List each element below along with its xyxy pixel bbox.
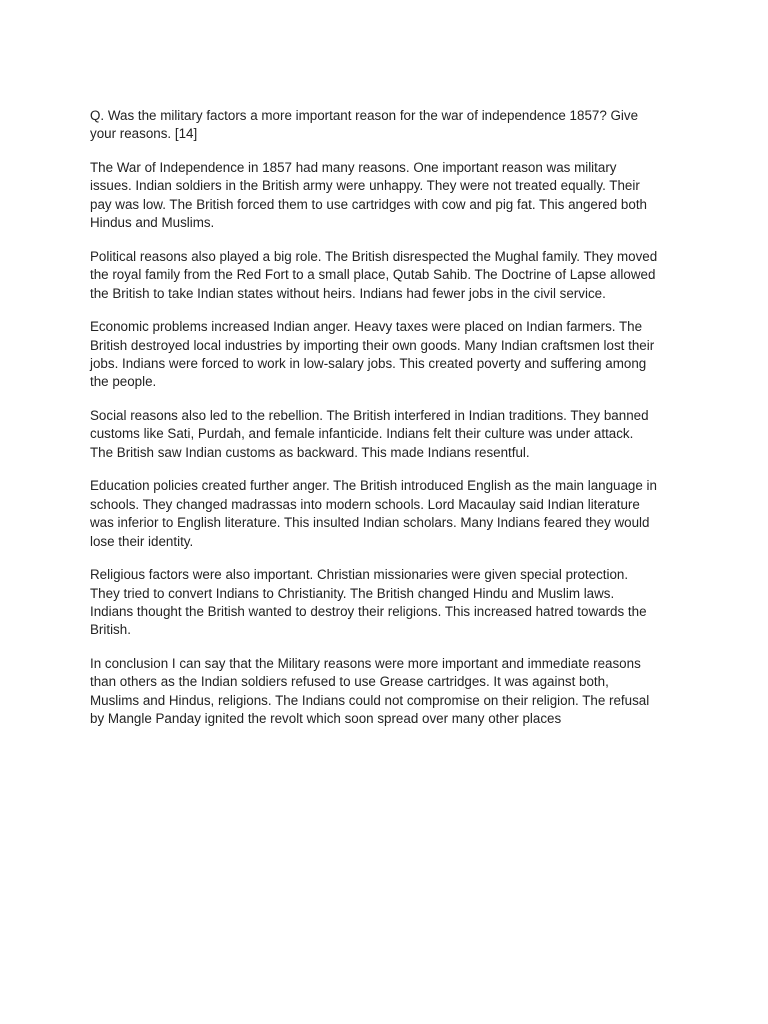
paragraph-line: jobs. Indians were forced to work in low-salary jobs. This created poverty and suffering among [90, 356, 647, 372]
paragraph-line: They tried to convert Indians to Christianity. The British changed Hindu and Muslim laws. [90, 585, 615, 601]
question-line: your reasons. [14] [90, 126, 198, 142]
paragraph-education [90, 477, 690, 551]
paragraph-line: lose their identity. [90, 533, 194, 549]
paragraph-line: the people. [90, 374, 157, 390]
paragraph-line: British. [90, 622, 131, 638]
question-line: Q. Was the military factors a more important reason for the war of independence 1857? Give [90, 108, 639, 123]
paragraph-social [90, 407, 690, 462]
paragraph-line: The British saw Indian customs as backward. This made Indians resentful. [90, 444, 530, 460]
paragraph-line: schools. They changed madrassas into modern schools. Lord Macaulay said Indian literature [90, 496, 640, 512]
paragraph-line: than others as the Indian soldiers refused to use Grease cartridges. It was against both, [90, 674, 609, 690]
paragraph-military [90, 159, 690, 233]
paragraph-line: Social reasons also led to the rebellion. The British interfered in Indian traditions. They banned [90, 408, 649, 424]
paragraph-line: issues. Indian soldiers in the British army were unhappy. They were not treated equally. Their [90, 178, 640, 194]
paragraph-economic [90, 318, 690, 392]
paragraph-line: the royal family from the Red Fort to a small place, Qutab Sahib. The Doctrine of Lapse allowed [90, 267, 656, 283]
paragraph-line: Education policies created further anger. The British introduced English as the main language in [90, 478, 657, 494]
paragraph-line: was inferior to English literature. This insulted Indian scholars. Many Indians feared they would [90, 515, 650, 531]
paragraph-conclusion [90, 655, 690, 729]
paragraph-line: pay was low. The British forced them to use cartridges with cow and pig fat. This angered both [90, 196, 647, 212]
paragraph-political [90, 248, 690, 303]
paragraph-line: by Mangle Panday ignited the revolt which soon spread over many other places [90, 711, 562, 727]
paragraph-line: British destroyed local industries by importing their own goods. Many Indian craftsmen lost their [90, 337, 655, 353]
document-page [90, 107, 690, 744]
paragraph-line: The War of Independence in 1857 had many reasons. One important reason was military [90, 160, 617, 175]
paragraph-line: In conclusion I can say that the Military reasons were more important and immediate reasons [90, 656, 641, 672]
paragraph-line: the British to take Indian states without heirs. Indians had fewer jobs in the civil service. [90, 285, 606, 301]
paragraph-line: Muslims and Hindus, religions. The Indians could not compromise on their religion. The refusal [90, 692, 650, 708]
paragraph-line: customs like Sati, Purdah, and female infanticide. Indians felt their culture was under attack. [90, 426, 634, 442]
paragraph-line: Indians thought the British wanted to destroy their religions. This increased hatred towards the [90, 604, 647, 620]
paragraph-line: Hindus and Muslims. [90, 215, 215, 231]
question-paragraph [90, 107, 690, 144]
paragraph-line: Political reasons also played a big role. The British disrespected the Mughal family. They moved [90, 248, 658, 264]
paragraph-religious [90, 566, 690, 640]
paragraph-line: Economic problems increased Indian anger. Heavy taxes were placed on Indian farmers. The [90, 319, 643, 335]
paragraph-line: Religious factors were also important. Christian missionaries were given special protection. [90, 567, 629, 583]
